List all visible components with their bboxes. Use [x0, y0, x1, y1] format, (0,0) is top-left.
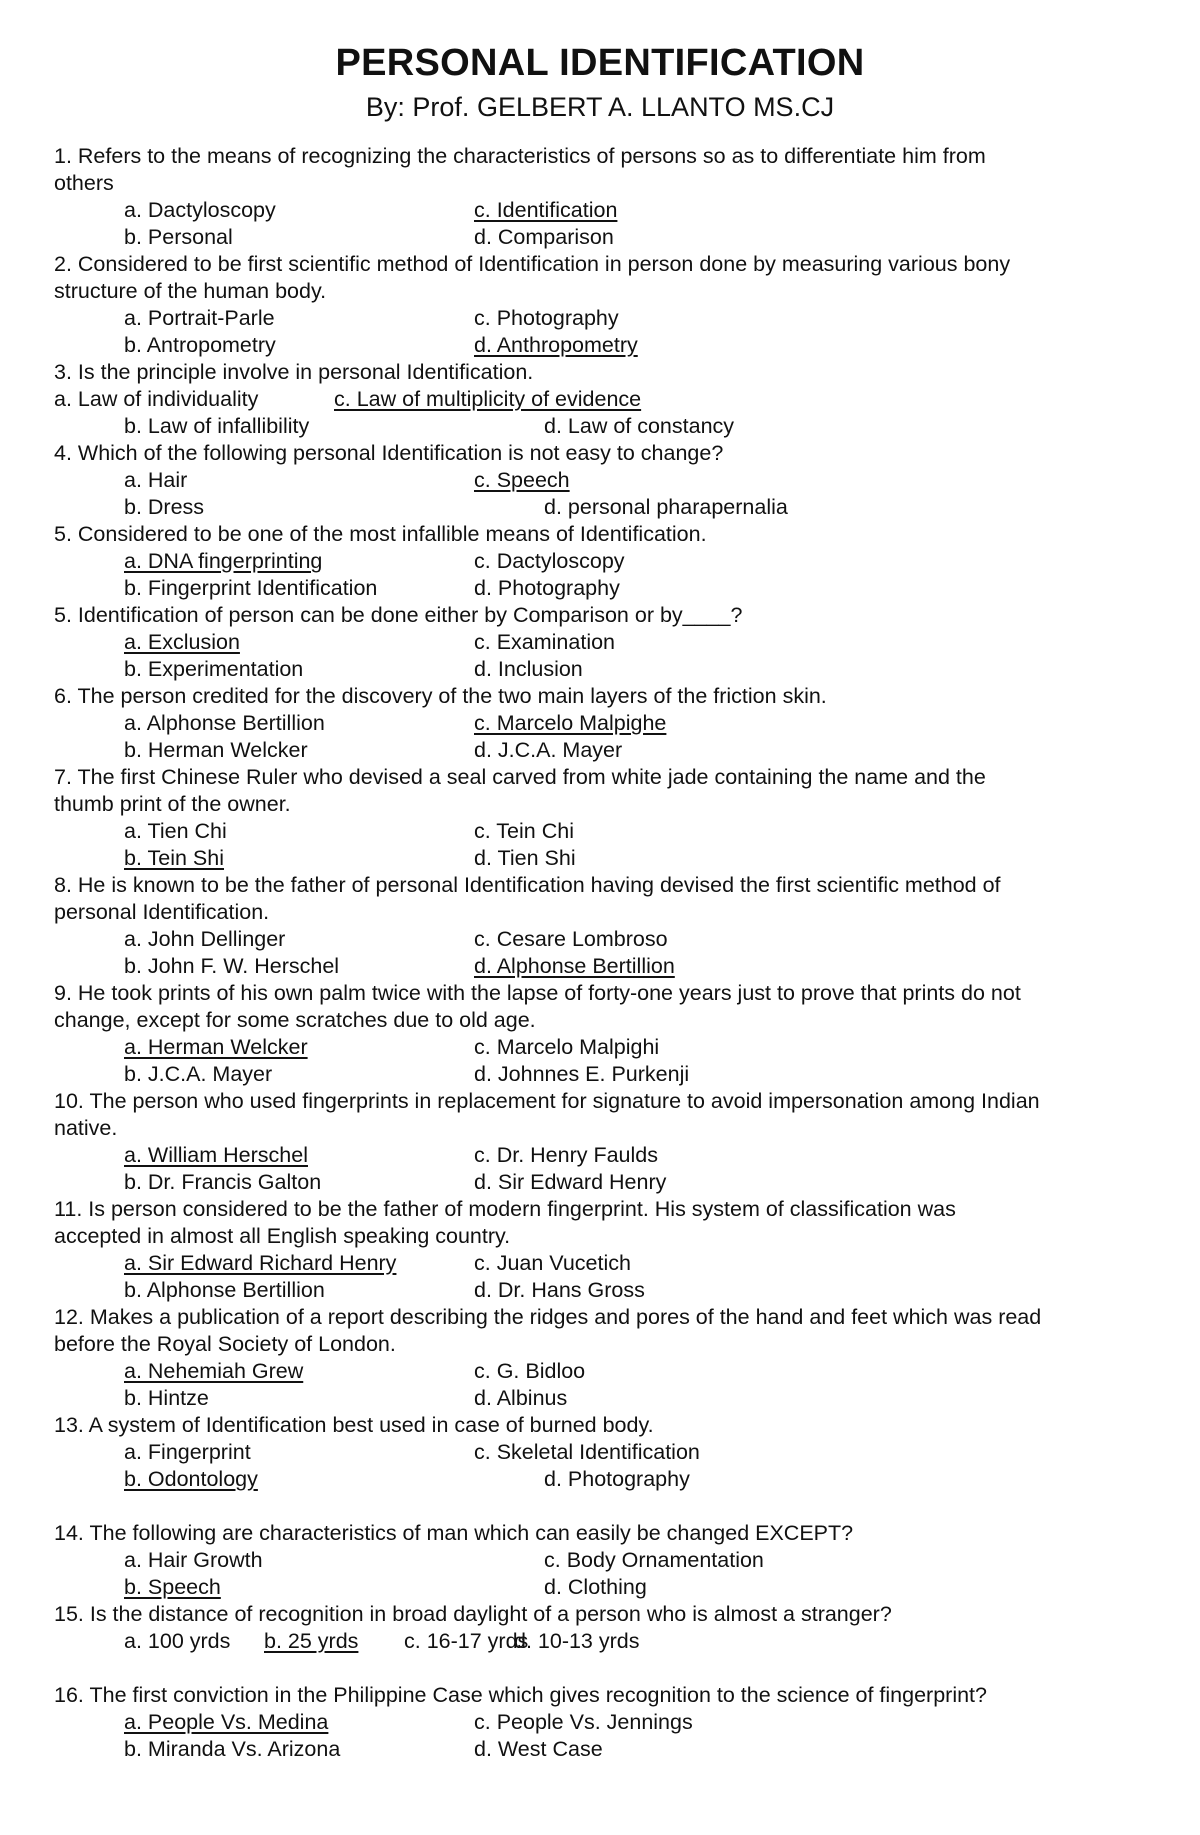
answer-option: d. Photography — [474, 576, 620, 600]
question-stem-line: 11. Is person considered to be the father of modern fingerprint. His system of classification was — [54, 1197, 956, 1221]
answer-option: d. J.C.A. Mayer — [474, 738, 623, 762]
answer-option: c. Marcelo Malpighi — [474, 1035, 660, 1059]
question-stem-line: thumb print of the owner. — [54, 792, 291, 816]
question-stem-line: before the Royal Society of London. — [54, 1332, 396, 1356]
answer-option: c. Cesare Lombroso — [474, 927, 668, 951]
answer-option: b. Personal — [124, 225, 233, 249]
answer-option: c. G. Bidloo — [474, 1359, 586, 1383]
answer-option: a. Dactyloscopy — [124, 198, 276, 222]
answer-option-underlined: c. Marcelo Malpighe — [474, 711, 667, 735]
answer-option: b. Dress — [124, 495, 205, 519]
answer-option: d. Clothing — [544, 1575, 647, 1599]
question-stem-line: personal Identification. — [54, 900, 270, 924]
document-byline: By: Prof. GELBERT A. LLANTO MS.CJ — [365, 92, 835, 122]
answer-option: b. Herman Welcker — [124, 738, 308, 762]
question-stem-line: 2. Considered to be first scientific method of Identification in person done by measuring various bony — [54, 252, 1011, 276]
answer-option: a. Alphonse Bertillion — [124, 711, 325, 735]
answer-option: b. John F. W. Herschel — [124, 954, 340, 978]
answer-option: a. Portrait-Parle — [124, 306, 275, 330]
question-stem-line: 5. Identification of person can be done either by Comparison or by____? — [54, 603, 743, 627]
question-stem-line: 6. The person credited for the discovery of the two main layers of the friction skin. — [54, 684, 827, 708]
answer-option: d. Sir Edward Henry — [474, 1170, 667, 1194]
question-stem-line: 14. The following are characteristics of man which can easily be changed EXCEPT? — [54, 1521, 854, 1545]
answer-option: d. Comparison — [474, 225, 614, 249]
answer-option-underlined: b. 25 yrds — [264, 1629, 359, 1653]
answer-option-underlined: a. Sir Edward Richard Henry — [124, 1251, 397, 1275]
answer-option-underlined: b. Odontology — [124, 1467, 258, 1491]
answer-option: d. 10-13 yrds — [514, 1629, 640, 1653]
answer-option-underlined: b. Tein Shi — [124, 846, 225, 870]
answer-option: d. Albinus — [474, 1386, 568, 1410]
answer-option: a. Tien Chi — [124, 819, 227, 843]
answer-option: b. Antropometry — [124, 333, 276, 357]
question-stem-line: others — [54, 171, 114, 195]
question-stem-line: 5. Considered to be one of the most infallible means of Identification. — [54, 522, 707, 546]
answer-option: c. Photography — [474, 306, 619, 330]
question-stem-line: native. — [54, 1116, 118, 1140]
answer-option-underlined: c. Law of multiplicity of evidence — [334, 387, 642, 411]
answer-option: d. Law of constancy — [544, 414, 735, 438]
document-title: PERSONAL IDENTIFICATION — [335, 42, 865, 84]
answer-option: d. Inclusion — [474, 657, 583, 681]
question-stem-line: 9. He took prints of his own palm twice with the lapse of forty-one years just to prove that prints do not — [54, 981, 1021, 1005]
answer-option: c. Juan Vucetich — [474, 1251, 631, 1275]
question-stem-line: 3. Is the principle involve in personal Identification. — [54, 360, 534, 384]
answer-option-underlined: b. Speech — [124, 1575, 221, 1599]
answer-option: a. John Dellinger — [124, 927, 286, 951]
question-stem-line: 7. The first Chinese Ruler who devised a seal carved from white jade containing the name and the — [54, 765, 986, 789]
question-stem-line: 15. Is the distance of recognition in broad daylight of a person who is almost a stranger? — [54, 1602, 892, 1626]
answer-option-underlined: a. DNA fingerprinting — [124, 549, 323, 573]
answer-option: d. Tien Shi — [474, 846, 576, 870]
answer-option: b. Alphonse Bertillion — [124, 1278, 325, 1302]
question-stem-line: 1. Refers to the means of recognizing the characteristics of persons so as to differentiate him from — [54, 144, 986, 168]
question-stem-line: change, except for some scratches due to old age. — [54, 1008, 536, 1032]
answer-option: d. Dr. Hans Gross — [474, 1278, 645, 1302]
answer-option: a. 100 yrds — [124, 1629, 231, 1653]
answer-option: a. Fingerprint — [124, 1440, 251, 1464]
answer-option: c. Skeletal Identification — [474, 1440, 700, 1464]
question-stem-line: 12. Makes a publication of a report describing the ridges and pores of the hand and feet which was read — [54, 1305, 1042, 1329]
answer-option-underlined: a. People Vs. Medina — [124, 1710, 329, 1734]
answer-option: a. Hair — [124, 468, 188, 492]
answer-option: c. Tein Chi — [474, 819, 574, 843]
answer-option: c. 16-17 yrds — [404, 1629, 529, 1653]
answer-option: d. Johnnes E. Purkenji — [474, 1062, 690, 1086]
answer-option: b. J.C.A. Mayer — [124, 1062, 273, 1086]
answer-option-underlined: a. William Herschel — [124, 1143, 308, 1167]
answer-option: c. Dactyloscopy — [474, 549, 625, 573]
answer-option: d. West Case — [474, 1737, 603, 1761]
answer-option-underlined: c. Identification — [474, 198, 618, 222]
answer-option-underlined: d. Anthropometry — [474, 333, 638, 357]
question-stem-line: 8. He is known to be the father of personal Identification having devised the first scientific method of — [54, 873, 1001, 897]
question-stem-line: accepted in almost all English speaking country. — [54, 1224, 511, 1248]
answer-option-underlined: a. Exclusion — [124, 630, 240, 654]
question-stem-line: structure of the human body. — [54, 279, 327, 303]
answer-option-underlined: a. Nehemiah Grew — [124, 1359, 304, 1383]
answer-option: b. Miranda Vs. Arizona — [124, 1737, 341, 1761]
answer-option: a. Law of individuality — [54, 387, 259, 411]
question-stem-line: 16. The first conviction in the Philippine Case which gives recognition to the science of fingerprint? — [54, 1683, 987, 1707]
question-stem-line: 10. The person who used fingerprints in replacement for signature to avoid impersonation among Indian — [54, 1089, 1040, 1113]
answer-option: b. Hintze — [124, 1386, 209, 1410]
answer-option: b. Dr. Francis Galton — [124, 1170, 322, 1194]
answer-option: c. Body Ornamentation — [544, 1548, 764, 1572]
answer-option: b. Law of infallibility — [124, 414, 310, 438]
answer-option: b. Fingerprint Identification — [124, 576, 378, 600]
answer-option-underlined: d. Alphonse Bertillion — [474, 954, 675, 978]
answer-option: c. People Vs. Jennings — [474, 1710, 693, 1734]
answer-option: b. Experimentation — [124, 657, 304, 681]
answer-option: a. Hair Growth — [124, 1548, 263, 1572]
answer-option: d. Photography — [544, 1467, 690, 1491]
answer-option: c. Dr. Henry Faulds — [474, 1143, 658, 1167]
question-stem-line: 13. A system of Identification best used in case of burned body. — [54, 1413, 654, 1437]
answer-option: c. Examination — [474, 630, 616, 654]
answer-option-underlined: a. Herman Welcker — [124, 1035, 308, 1059]
answer-option-underlined: c. Speech — [474, 468, 570, 492]
question-stem-line: 4. Which of the following personal Identification is not easy to change? — [54, 441, 724, 465]
answer-option: d. personal pharapernalia — [544, 495, 788, 519]
